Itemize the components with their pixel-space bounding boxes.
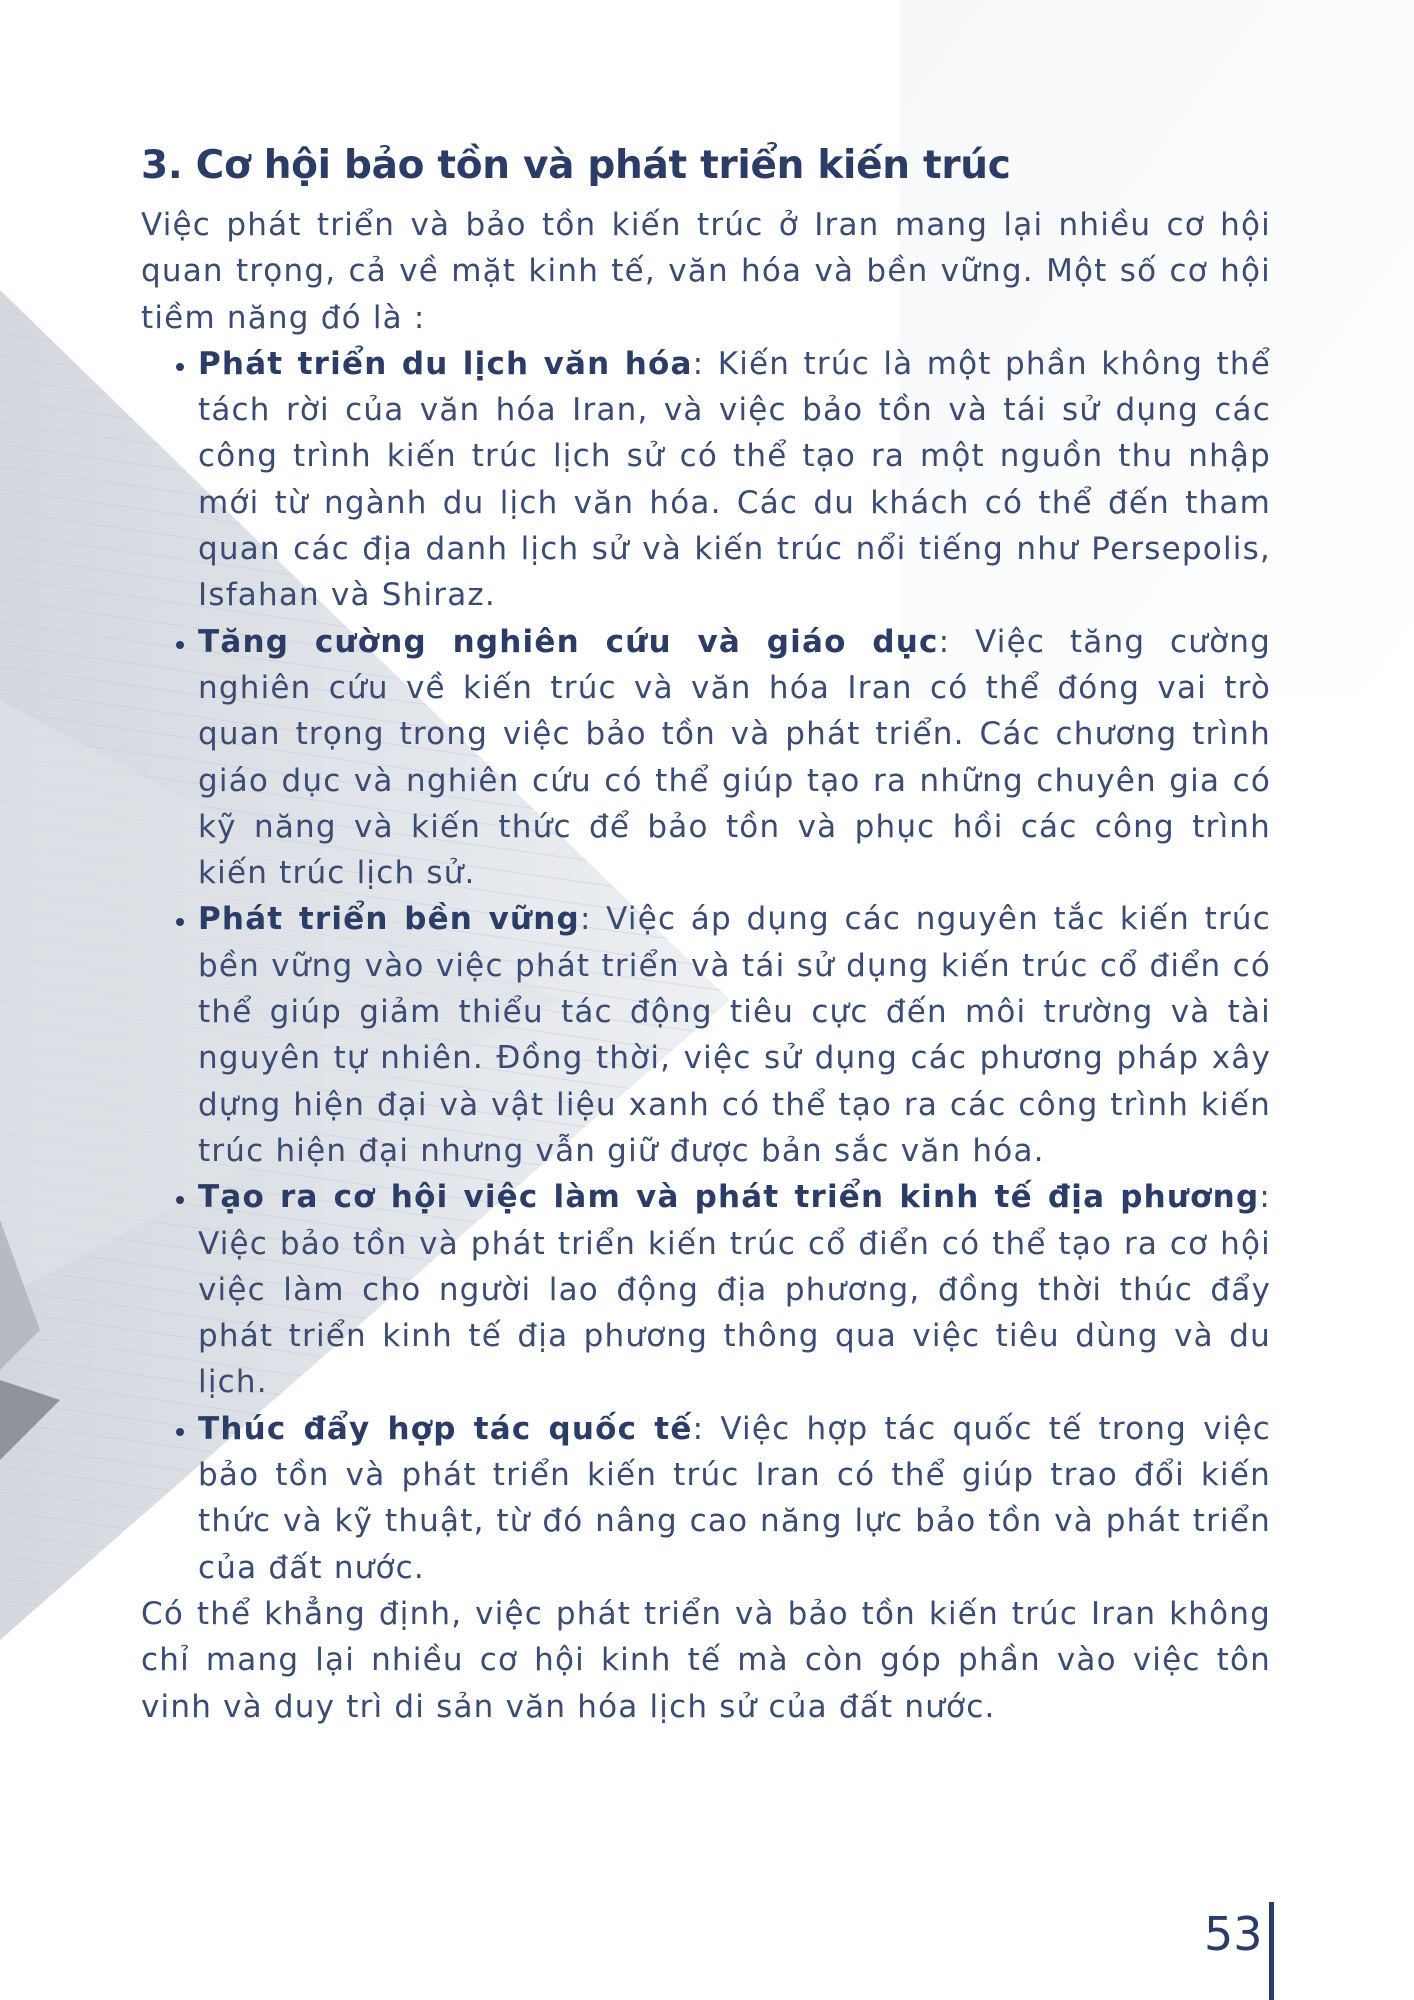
- section-heading: 3. Cơ hội bảo tồn và phát triển kiến trúc: [141, 143, 1011, 188]
- intro-paragraph: Việc phát triển và bảo tồn kiến trúc ở Iran mang lại nhiều cơ hội quan trọng, cả về mặt kinh tế, văn hóa và bền vững. Một số cơ hội tiềm năng đó là :: [141, 207, 1271, 336]
- item-text: : Kiến trúc là một phần không thể tách rời của văn hóa Iran, và việc bảo tồn và tái sử dụng các công trình kiến trúc lịch sử có thể tạo ra một nguồn thu nhập mới từ ngành du lịch văn hóa. Các du khách có thể đến tham quan các địa danh lịch sử và kiến trúc nổi tiếng như Persepolis, Isfahan và Shiraz.: [198, 345, 1271, 614]
- item-text: : Việc bảo tồn và phát triển kiến trúc cổ điển có thể tạo ra cơ hội việc làm cho người lao động địa phương, đồng thời thúc đẩy phát triển kinh tế địa phương thông qua việc tiêu dùng và du lịch.: [198, 1179, 1271, 1401]
- list-item: [198, 341, 1271, 619]
- item-title: Thúc đẩy hợp tác quốc tế: [198, 1410, 693, 1447]
- list-item: [198, 1406, 1271, 1591]
- item-text: : Việc hợp tác quốc tế trong việc bảo tồn và phát triển kiến trúc Iran có thể giúp trao đổi kiến thức và kỹ thuật, từ đó nâng cao năng lực bảo tồn và phát triển của đất nước.: [198, 1410, 1271, 1586]
- item-text: : Việc tăng cường nghiên cứu về kiến trúc và văn hóa Iran có thể đóng vai trò quan trọng trong việc bảo tồn và phát triển. Các chương trình giáo dục và nghiên cứu có thể giúp tạo ra những chuyên gia có kỹ năng và kiến thức để bảo tồn và phục hồi các công trình kiến trúc lịch sử.: [198, 623, 1271, 892]
- item-title: Phát triển bền vững: [198, 901, 580, 938]
- list-item: [198, 896, 1271, 1174]
- item-title: Tăng cường nghiên cứu và giáo dục: [198, 623, 939, 660]
- item-text: : Việc áp dụng các nguyên tắc kiến trúc bền vững vào việc phát triển và tái sử dụng kiến trúc cổ điển có thể giúp giảm thiểu tác động tiêu cực đến môi trường và tài nguyên tự nhiên. Đồng thời, việc sử dụng các phương pháp xây dựng hiện đại và vật liệu xanh có thể tạo ra các công trình kiến trúc hiện đại nhưng vẫn giữ được bản sắc văn hóa.: [198, 901, 1271, 1169]
- page-number-bar: [1269, 1902, 1274, 2000]
- conclusion-paragraph: Có thể khẳng định, việc phát triển và bảo tồn kiến trúc Iran không chỉ mang lại nhiều cơ hội kinh tế mà còn góp phần vào việc tôn vinh và duy trì di sản văn hóa lịch sử của đất nước.: [141, 1595, 1271, 1725]
- item-title: Tạo ra cơ hội việc làm và phát triển kinh tế địa phương: [198, 1179, 1260, 1216]
- opportunity-list: [141, 341, 1271, 1591]
- item-title: Phát triển du lịch văn hóa: [198, 345, 693, 382]
- list-item: [198, 619, 1271, 897]
- page-content: [141, 140, 1271, 1730]
- list-item: [198, 1174, 1271, 1405]
- page-number: 53: [1204, 1907, 1263, 1961]
